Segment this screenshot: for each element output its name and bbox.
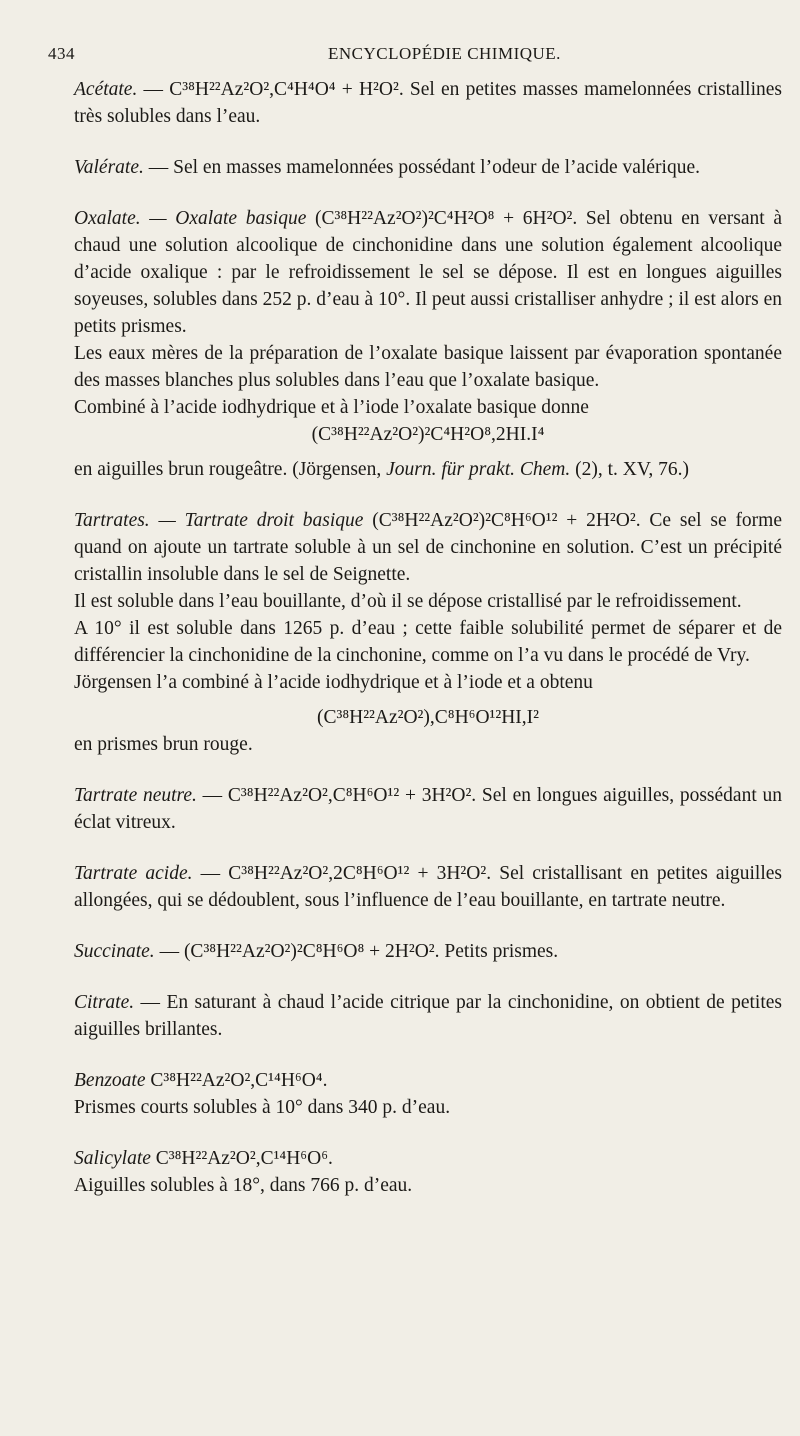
- valerate-text: — Sel en masses mamelonnées possédant l’odeur de l’acide valérique.: [143, 157, 700, 178]
- entry-tartrate-acide: [74, 860, 782, 914]
- entry-valerate: [74, 154, 782, 181]
- entry-benzoate: [74, 1067, 782, 1094]
- oxalate-paragraph-2: Les eaux mères de la préparation de l’oxalate basique laissent par évaporation spontanée des masses blanches plus solubles dans l’eau que l’oxalate basique.: [74, 343, 782, 391]
- term-acetate: Acétate.: [74, 79, 138, 100]
- term-valerate: Valérate.: [74, 157, 144, 178]
- entry-citrate: [74, 989, 782, 1043]
- oxalate-paragraph-4: [74, 456, 782, 483]
- term-citrate: Citrate.: [74, 992, 135, 1013]
- term-oxalate: Oxalate. — Oxalate basique: [74, 208, 307, 229]
- acetate-text: — C³⁸H²²Az²O²,C⁴H⁴O⁴ + H²O². Sel en petites masses mamelonnées cristallines très solubles dans l’eau.: [74, 79, 782, 127]
- tartrates-paragraph-5: en prismes brun rouge.: [74, 734, 253, 755]
- benzoate-text: C³⁸H²²Az²O²,C¹⁴H⁶O⁴.: [145, 1070, 328, 1091]
- term-tartrate-neutre: Tartrate neutre.: [74, 785, 197, 806]
- page-header: [48, 44, 752, 68]
- entry-acetate: [74, 76, 782, 130]
- oxalate-formula: (C³⁸H²²Az²O²)²C⁴H²O⁸,2HI.I⁴: [311, 424, 545, 445]
- oxalate-journal: Journ. für prakt. Chem.: [386, 459, 571, 480]
- body-text: [74, 76, 782, 1199]
- salicylate-paragraph-2: Aiguilles solubles à 18°, dans 766 p. d’eau.: [74, 1175, 413, 1196]
- term-salicylate: Salicylate: [74, 1148, 151, 1169]
- term-tartrate-acide: Tartrate acide.: [74, 863, 193, 884]
- entry-salicylate: [74, 1145, 782, 1172]
- tartrates-paragraph-4: Jörgensen l’a combiné à l’acide iodhydrique et à l’iode et a obtenu: [74, 672, 593, 693]
- oxalate-paragraph-3: Combiné à l’acide iodhydrique et à l’iode l’oxalate basique donne: [74, 397, 589, 418]
- tartrates-formula: (C³⁸H²²Az²O²),C⁸H⁶O¹²HI,I²: [316, 707, 540, 728]
- term-succinate: Succinate.: [74, 941, 155, 962]
- oxalate-text: (C³⁸H²²Az²O²)²C⁴H²O⁸ + 6H²O². Sel obtenu en versant à chaud une solution alcoolique de cinchonidine dans une solution également alcoolique d’acide oxalique : par le refroidissement le sel se dépose. Il est en longues aiguilles soyeuses, solubles dans 252 p. d’eau à 10°. Il peut aussi cristalliser anhydre ; il est alors en petits prismes.: [74, 208, 782, 337]
- tartrate-acide-text: — C³⁸H²²Az²O²,2C⁸H⁶O¹² + 3H²O². Sel cristallisant en petites aiguilles allongées, qui se dédoublent, sous l’influence de l’eau bouillante, en tartrate neutre.: [74, 863, 782, 911]
- oxalate-p4-start: en aiguilles brun rougeâtre. (Jörgensen,: [74, 459, 387, 480]
- entry-tartrate-neutre: [74, 782, 782, 836]
- entry-tartrates: [74, 507, 782, 588]
- tartrates-text: (C³⁸H²²Az²O²)²C⁸H⁶O¹² + 2H²O². Ce sel se forme quand on ajoute un tartrate soluble à un sel de cinchonine en solution. C’est un précipité cristallin insoluble dans le sel de Seignette.: [74, 510, 783, 585]
- tartrates-paragraph-3: A 10° il est soluble dans 1265 p. d’eau ; cette faible solubilité permet de séparer et de différencier la cinchonidine de la cinchonine, comme on l’a vu dans le procédé de Vry.: [74, 618, 782, 666]
- term-benzoate: Benzoate: [74, 1070, 146, 1091]
- tartrate-neutre-text: — C³⁸H²²Az²O²,C⁸H⁶O¹² + 3H²O². Sel en longues aiguilles, possédant un éclat vitreux.: [74, 785, 782, 833]
- entry-oxalate: [74, 205, 782, 340]
- entry-succinate: [74, 938, 782, 965]
- citrate-text: — En saturant à chaud l’acide citrique par la cinchonidine, on obtient de petites aiguilles brillantes.: [74, 992, 782, 1040]
- tartrates-paragraph-2: Il est soluble dans l’eau bouillante, d’où il se dépose cristallisé par le refroidissement.: [74, 591, 742, 612]
- term-tartrates: Tartrates. — Tartrate droit basique: [74, 510, 364, 531]
- running-title: ENCYCLOPÉDIE CHIMIQUE.: [328, 44, 561, 63]
- page-number: 434: [48, 44, 75, 63]
- salicylate-text: C³⁸H²²Az²O²,C¹⁴H⁶O⁶.: [150, 1148, 333, 1169]
- benzoate-paragraph-2: Prismes courts solubles à 10° dans 340 p. d’eau.: [74, 1097, 451, 1118]
- oxalate-p4-end: (2), t. XV, 76.): [570, 459, 690, 480]
- succinate-text: — (C³⁸H²²Az²O²)²C⁸H⁶O⁸ + 2H²O². Petits prismes.: [154, 941, 559, 962]
